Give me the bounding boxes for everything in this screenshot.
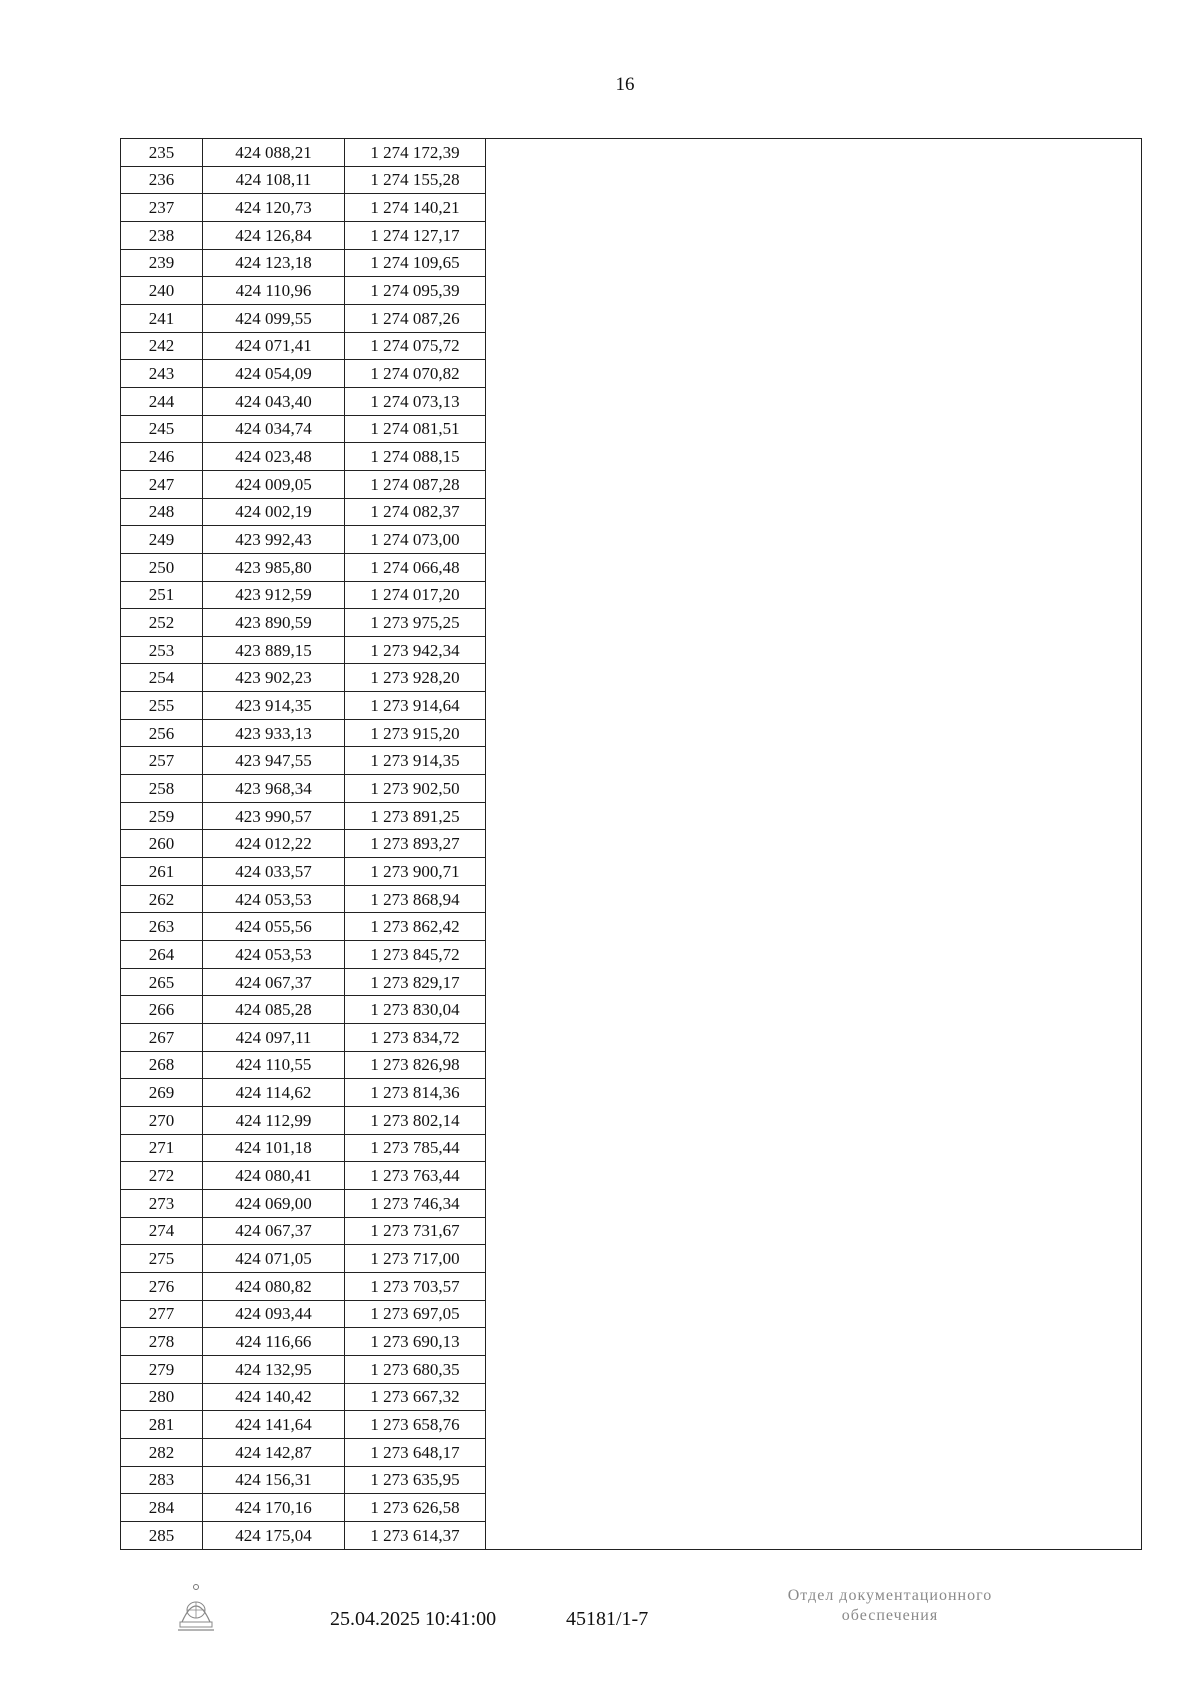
y-coordinate-cell: 1 273 891,25 [345, 802, 486, 830]
x-coordinate-cell: 424 156,31 [203, 1466, 345, 1494]
table-row [121, 526, 486, 554]
table-row [121, 719, 486, 747]
point-number-cell: 270 [121, 1106, 203, 1134]
y-coordinate-cell: 1 273 829,17 [345, 968, 486, 996]
x-coordinate-cell: 423 933,13 [203, 719, 345, 747]
y-coordinate-cell: 1 273 902,50 [345, 775, 486, 803]
x-coordinate-cell: 424 123,18 [203, 249, 345, 277]
footer-datetime: 25.04.2025 10:41:00 [330, 1608, 497, 1630]
x-coordinate-cell: 423 985,80 [203, 553, 345, 581]
y-coordinate-cell: 1 273 814,36 [345, 1079, 486, 1107]
x-coordinate-cell: 424 126,84 [203, 221, 345, 249]
point-number-cell: 275 [121, 1245, 203, 1273]
table-row [121, 1383, 486, 1411]
y-coordinate-cell: 1 273 893,27 [345, 830, 486, 858]
point-number-cell: 285 [121, 1521, 203, 1549]
x-coordinate-cell: 424 012,22 [203, 830, 345, 858]
stamp-line-2: обеспечения [841, 1607, 939, 1624]
y-coordinate-cell: 1 274 075,72 [345, 332, 486, 360]
x-coordinate-cell: 424 080,82 [203, 1272, 345, 1300]
table-row [121, 1162, 486, 1190]
y-coordinate-cell: 1 273 763,44 [345, 1162, 486, 1190]
x-coordinate-cell: 424 067,37 [203, 968, 345, 996]
y-coordinate-cell: 1 273 667,32 [345, 1383, 486, 1411]
table-row [121, 1217, 486, 1245]
table-row [121, 249, 486, 277]
y-coordinate-cell: 1 274 155,28 [345, 166, 486, 194]
table-row [121, 139, 486, 167]
y-coordinate-cell: 1 274 082,37 [345, 498, 486, 526]
table-row [121, 1521, 486, 1549]
x-coordinate-cell: 424 114,62 [203, 1079, 345, 1107]
x-coordinate-cell: 424 009,05 [203, 470, 345, 498]
y-coordinate-cell: 1 273 690,13 [345, 1328, 486, 1356]
point-number-cell: 242 [121, 332, 203, 360]
y-coordinate-cell: 1 274 127,17 [345, 221, 486, 249]
x-coordinate-cell: 424 110,55 [203, 1051, 345, 1079]
table-row [121, 194, 486, 222]
point-number-cell: 257 [121, 747, 203, 775]
y-coordinate-cell: 1 274 095,39 [345, 277, 486, 305]
point-number-cell: 245 [121, 415, 203, 443]
point-number-cell: 266 [121, 996, 203, 1024]
table-row [121, 775, 486, 803]
y-coordinate-cell: 1 274 088,15 [345, 443, 486, 471]
point-number-cell: 278 [121, 1328, 203, 1356]
point-number-cell: 238 [121, 221, 203, 249]
y-coordinate-cell: 1 273 915,20 [345, 719, 486, 747]
y-coordinate-cell: 1 273 785,44 [345, 1134, 486, 1162]
point-number-cell: 256 [121, 719, 203, 747]
x-coordinate-cell: 424 053,53 [203, 885, 345, 913]
x-coordinate-cell: 424 112,99 [203, 1106, 345, 1134]
x-coordinate-cell: 424 132,95 [203, 1355, 345, 1383]
x-coordinate-cell: 423 890,59 [203, 609, 345, 637]
y-coordinate-cell: 1 273 900,71 [345, 858, 486, 886]
table-row [121, 747, 486, 775]
table-row [121, 1134, 486, 1162]
point-number-cell: 273 [121, 1189, 203, 1217]
x-coordinate-cell: 423 912,59 [203, 581, 345, 609]
y-coordinate-cell: 1 274 087,26 [345, 304, 486, 332]
table-row [121, 692, 486, 720]
point-number-cell: 250 [121, 553, 203, 581]
point-number-cell: 236 [121, 166, 203, 194]
point-number-cell: 282 [121, 1438, 203, 1466]
point-number-cell: 248 [121, 498, 203, 526]
point-number-cell: 240 [121, 277, 203, 305]
point-number-cell: 268 [121, 1051, 203, 1079]
x-coordinate-cell: 424 069,00 [203, 1189, 345, 1217]
y-coordinate-cell: 1 273 614,37 [345, 1521, 486, 1549]
x-coordinate-cell: 424 110,96 [203, 277, 345, 305]
department-stamp [740, 1586, 1040, 1626]
table-row [121, 885, 486, 913]
table-row [121, 1466, 486, 1494]
point-number-cell: 246 [121, 443, 203, 471]
table-row [121, 913, 486, 941]
x-coordinate-cell: 424 053,53 [203, 941, 345, 969]
x-coordinate-cell: 423 992,43 [203, 526, 345, 554]
y-coordinate-cell: 1 274 109,65 [345, 249, 486, 277]
y-coordinate-cell: 1 273 845,72 [345, 941, 486, 969]
point-number-cell: 263 [121, 913, 203, 941]
x-coordinate-cell: 424 120,73 [203, 194, 345, 222]
table-row [121, 1300, 486, 1328]
y-coordinate-cell: 1 273 834,72 [345, 1024, 486, 1052]
y-coordinate-cell: 1 273 868,94 [345, 885, 486, 913]
point-number-cell: 260 [121, 830, 203, 858]
x-coordinate-cell: 424 023,48 [203, 443, 345, 471]
point-number-cell: 283 [121, 1466, 203, 1494]
x-coordinate-cell: 424 085,28 [203, 996, 345, 1024]
table-row [121, 332, 486, 360]
point-number-cell: 271 [121, 1134, 203, 1162]
point-number-cell: 274 [121, 1217, 203, 1245]
y-coordinate-cell: 1 273 830,04 [345, 996, 486, 1024]
x-coordinate-cell: 424 033,57 [203, 858, 345, 886]
table-row [121, 415, 486, 443]
table-row [121, 609, 486, 637]
x-coordinate-cell: 424 071,41 [203, 332, 345, 360]
y-coordinate-cell: 1 273 648,17 [345, 1438, 486, 1466]
point-number-cell: 237 [121, 194, 203, 222]
x-coordinate-cell: 424 080,41 [203, 1162, 345, 1190]
x-coordinate-cell: 423 990,57 [203, 802, 345, 830]
table-row [121, 166, 486, 194]
point-number-cell: 241 [121, 304, 203, 332]
x-coordinate-cell: 424 002,19 [203, 498, 345, 526]
x-coordinate-cell: 423 914,35 [203, 692, 345, 720]
y-coordinate-cell: 1 273 914,35 [345, 747, 486, 775]
point-number-cell: 243 [121, 360, 203, 388]
table-row [121, 636, 486, 664]
table-row [121, 830, 486, 858]
table-row [121, 360, 486, 388]
y-coordinate-cell: 1 273 746,34 [345, 1189, 486, 1217]
x-coordinate-cell: 424 071,05 [203, 1245, 345, 1273]
y-coordinate-cell: 1 273 862,42 [345, 913, 486, 941]
table-row [121, 968, 486, 996]
x-coordinate-cell: 424 054,09 [203, 360, 345, 388]
y-coordinate-cell: 1 273 928,20 [345, 664, 486, 692]
table-row [121, 941, 486, 969]
y-coordinate-cell: 1 274 087,28 [345, 470, 486, 498]
y-coordinate-cell: 1 273 914,64 [345, 692, 486, 720]
y-coordinate-cell: 1 273 802,14 [345, 1106, 486, 1134]
table-row [121, 470, 486, 498]
point-number-cell: 253 [121, 636, 203, 664]
point-number-cell: 280 [121, 1383, 203, 1411]
x-coordinate-cell: 424 142,87 [203, 1438, 345, 1466]
table-row [121, 1328, 486, 1356]
x-coordinate-cell: 424 034,74 [203, 415, 345, 443]
y-coordinate-cell: 1 274 073,13 [345, 387, 486, 415]
table-row [121, 304, 486, 332]
footer-document-code: 45181/1-7 [566, 1608, 649, 1630]
point-number-cell: 264 [121, 941, 203, 969]
coordinates-table [120, 138, 486, 1550]
y-coordinate-cell: 1 273 626,58 [345, 1494, 486, 1522]
y-coordinate-cell: 1 273 975,25 [345, 609, 486, 637]
table-row [121, 664, 486, 692]
table-row [121, 498, 486, 526]
table-row [121, 1245, 486, 1273]
y-coordinate-cell: 1 273 942,34 [345, 636, 486, 664]
y-coordinate-cell: 1 274 172,39 [345, 139, 486, 167]
point-number-cell: 249 [121, 526, 203, 554]
x-coordinate-cell: 424 108,11 [203, 166, 345, 194]
table-row [121, 1355, 486, 1383]
x-coordinate-cell: 424 170,16 [203, 1494, 345, 1522]
table-row [121, 221, 486, 249]
point-number-cell: 276 [121, 1272, 203, 1300]
y-coordinate-cell: 1 274 073,00 [345, 526, 486, 554]
x-coordinate-cell: 424 099,55 [203, 304, 345, 332]
stamp-line-1: Отдел документационного [787, 1587, 993, 1604]
point-number-cell: 239 [121, 249, 203, 277]
x-coordinate-cell: 424 043,40 [203, 387, 345, 415]
point-number-cell: 279 [121, 1355, 203, 1383]
point-number-cell: 252 [121, 609, 203, 637]
table-row [121, 1189, 486, 1217]
table-row [121, 387, 486, 415]
y-coordinate-cell: 1 273 635,95 [345, 1466, 486, 1494]
point-number-cell: 267 [121, 1024, 203, 1052]
x-coordinate-cell: 424 141,64 [203, 1411, 345, 1439]
y-coordinate-cell: 1 273 658,76 [345, 1411, 486, 1439]
point-number-cell: 254 [121, 664, 203, 692]
point-number-cell: 281 [121, 1411, 203, 1439]
x-coordinate-cell: 424 088,21 [203, 139, 345, 167]
point-number-cell: 269 [121, 1079, 203, 1107]
point-number-cell: 258 [121, 775, 203, 803]
table-row [121, 858, 486, 886]
table-row [121, 996, 486, 1024]
y-coordinate-cell: 1 273 680,35 [345, 1355, 486, 1383]
point-number-cell: 235 [121, 139, 203, 167]
y-coordinate-cell: 1 273 703,57 [345, 1272, 486, 1300]
point-number-cell: 251 [121, 581, 203, 609]
table-row [121, 581, 486, 609]
x-coordinate-cell: 423 968,34 [203, 775, 345, 803]
x-coordinate-cell: 424 175,04 [203, 1521, 345, 1549]
point-number-cell: 262 [121, 885, 203, 913]
x-coordinate-cell: 424 116,66 [203, 1328, 345, 1356]
x-coordinate-cell: 424 067,37 [203, 1217, 345, 1245]
x-coordinate-cell: 424 093,44 [203, 1300, 345, 1328]
x-coordinate-cell: 423 947,55 [203, 747, 345, 775]
x-coordinate-cell: 424 055,56 [203, 913, 345, 941]
y-coordinate-cell: 1 273 697,05 [345, 1300, 486, 1328]
y-coordinate-cell: 1 274 066,48 [345, 553, 486, 581]
point-number-cell: 277 [121, 1300, 203, 1328]
point-number-cell: 255 [121, 692, 203, 720]
table-row [121, 1106, 486, 1134]
table-row [121, 1494, 486, 1522]
y-coordinate-cell: 1 273 731,67 [345, 1217, 486, 1245]
x-coordinate-cell: 424 101,18 [203, 1134, 345, 1162]
y-coordinate-cell: 1 273 826,98 [345, 1051, 486, 1079]
y-coordinate-cell: 1 274 140,21 [345, 194, 486, 222]
x-coordinate-cell: 424 097,11 [203, 1024, 345, 1052]
x-coordinate-cell: 424 140,42 [203, 1383, 345, 1411]
table-row [121, 1411, 486, 1439]
point-number-cell: 284 [121, 1494, 203, 1522]
point-number-cell: 265 [121, 968, 203, 996]
x-coordinate-cell: 423 902,23 [203, 664, 345, 692]
table-row [121, 802, 486, 830]
table-row [121, 1079, 486, 1107]
point-number-cell: 272 [121, 1162, 203, 1190]
point-number-cell: 261 [121, 858, 203, 886]
table-row [121, 1438, 486, 1466]
table-row [121, 1051, 486, 1079]
y-coordinate-cell: 1 274 070,82 [345, 360, 486, 388]
emblem-icon [174, 1582, 218, 1634]
x-coordinate-cell: 423 889,15 [203, 636, 345, 664]
point-number-cell: 259 [121, 802, 203, 830]
point-number-cell: 247 [121, 470, 203, 498]
page-number: 16 [615, 74, 635, 95]
y-coordinate-cell: 1 274 081,51 [345, 415, 486, 443]
table-row [121, 443, 486, 471]
y-coordinate-cell: 1 274 017,20 [345, 581, 486, 609]
table-row [121, 553, 486, 581]
table-row [121, 277, 486, 305]
table-row [121, 1024, 486, 1052]
y-coordinate-cell: 1 273 717,00 [345, 1245, 486, 1273]
point-number-cell: 244 [121, 387, 203, 415]
table-row [121, 1272, 486, 1300]
